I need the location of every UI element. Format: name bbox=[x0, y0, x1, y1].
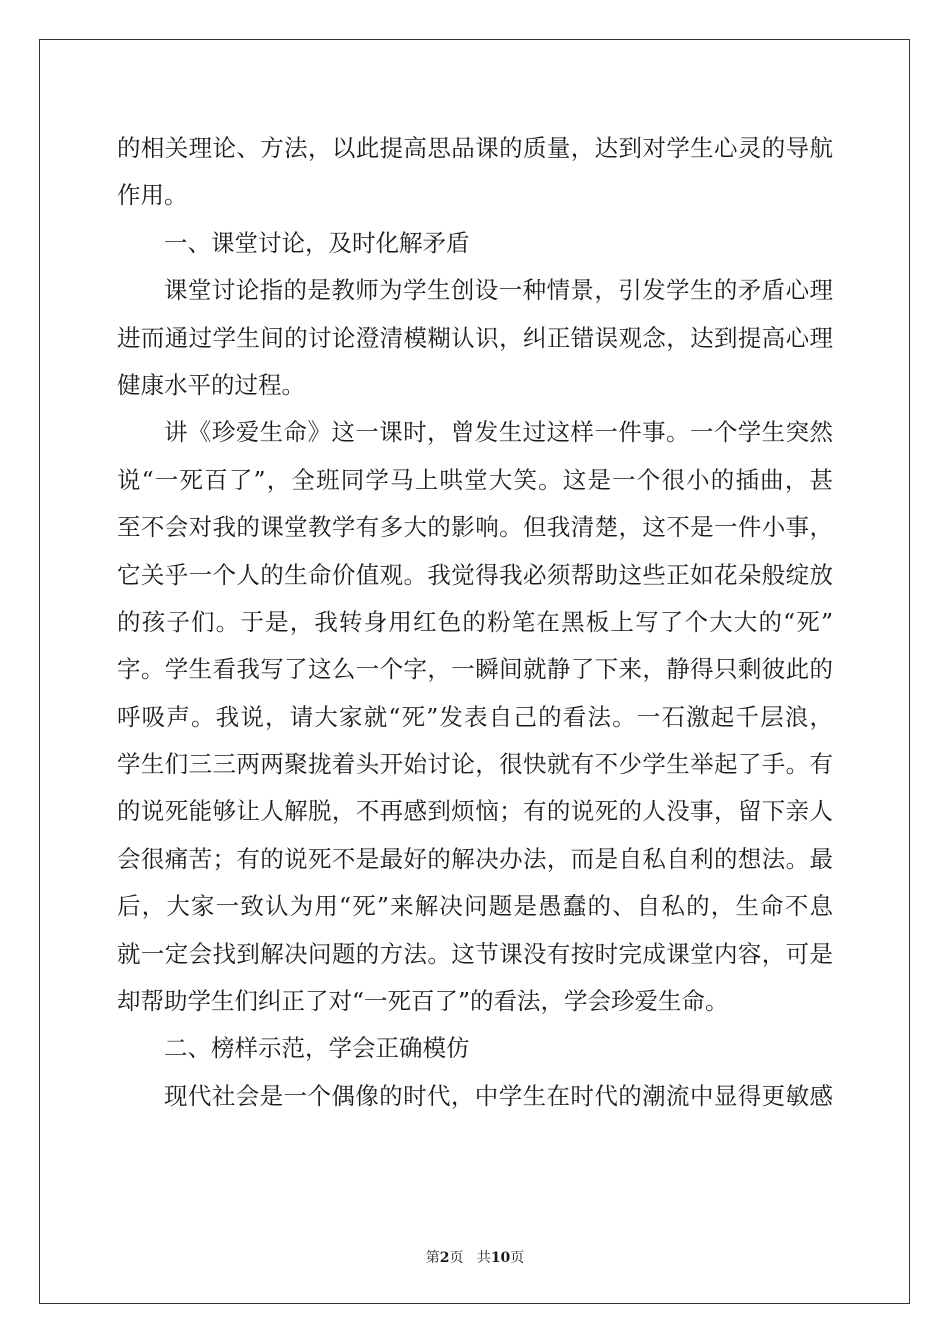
text-line: 后，大家一致认为用“死”来解决问题是愚蠢的、自私的，生命不息 bbox=[117, 892, 833, 921]
document-body bbox=[117, 125, 833, 1120]
text-line: 讲《珍爱生命》这一课时，曾发生过这样一件事。一个学生突然 bbox=[164, 418, 833, 447]
text-line: 健康水平的过程。 bbox=[117, 370, 305, 399]
page-prefix: 第 bbox=[425, 1250, 440, 1266]
text-line: 就一定会找到解决问题的方法。这节课没有按时完成课堂内容，可是 bbox=[117, 939, 833, 968]
text-line: 会很痛苦；有的说死不是最好的解决办法，而是自私自利的想法。最 bbox=[117, 844, 833, 873]
text-line: 作用。 bbox=[117, 181, 188, 210]
total-suffix: 页 bbox=[510, 1250, 525, 1266]
text-line: 现代社会是一个偶像的时代，中学生在时代的潮流中显得更敏感 bbox=[164, 1081, 833, 1110]
text-line: 的说死能够让人解脱，不再感到烦恼；有的说死的人没事，留下亲人 bbox=[117, 797, 833, 826]
text-line: 字。学生看我写了这么一个字，一瞬间就静了下来，静得只剩彼此的 bbox=[117, 655, 833, 684]
text-line: 学生们三三两两聚拢着头开始讨论，很快就有不少学生举起了手。有 bbox=[117, 750, 833, 779]
total-prefix: 共 bbox=[476, 1250, 491, 1266]
text-line: 进而通过学生间的讨论澄清模糊认识，纠正错误观念，达到提高心理 bbox=[117, 323, 833, 352]
page-number: 2 bbox=[439, 1250, 450, 1266]
text-line: 课堂讨论指的是教师为学生创设一种情景，引发学生的矛盾心理 bbox=[164, 276, 833, 305]
text-line: 二、榜样示范，学会正确模仿 bbox=[164, 1034, 470, 1063]
text-line: 却帮助学生们纠正了对“一死百了”的看法，学会珍爱生命。 bbox=[117, 987, 729, 1016]
page-footer bbox=[0, 1247, 950, 1267]
text-line: 一、课堂讨论，及时化解矛盾 bbox=[164, 228, 470, 257]
text-line: 说“一死百了”，全班同学马上哄堂大笑。这是一个很小的插曲，甚 bbox=[117, 465, 833, 494]
text-line: 的相关理论、方法，以此提高思品课的质量，达到对学生心灵的导航 bbox=[117, 134, 833, 162]
text-line: 它关乎一个人的生命价值观。我觉得我必须帮助这些正如花朵般绽放 bbox=[117, 560, 833, 589]
total-pages: 10 bbox=[490, 1250, 511, 1266]
page-suffix: 页 bbox=[449, 1250, 464, 1266]
text-line: 的孩子们。于是，我转身用红色的粉笔在黑板上写了个大大的“死” bbox=[117, 607, 833, 636]
text-line: 呼吸声。我说，请大家就“死”发表自己的看法。一石激起千层浪， bbox=[117, 702, 833, 731]
text-line: 至不会对我的课堂教学有多大的影响。但我清楚，这不是一件小事， bbox=[117, 513, 833, 542]
